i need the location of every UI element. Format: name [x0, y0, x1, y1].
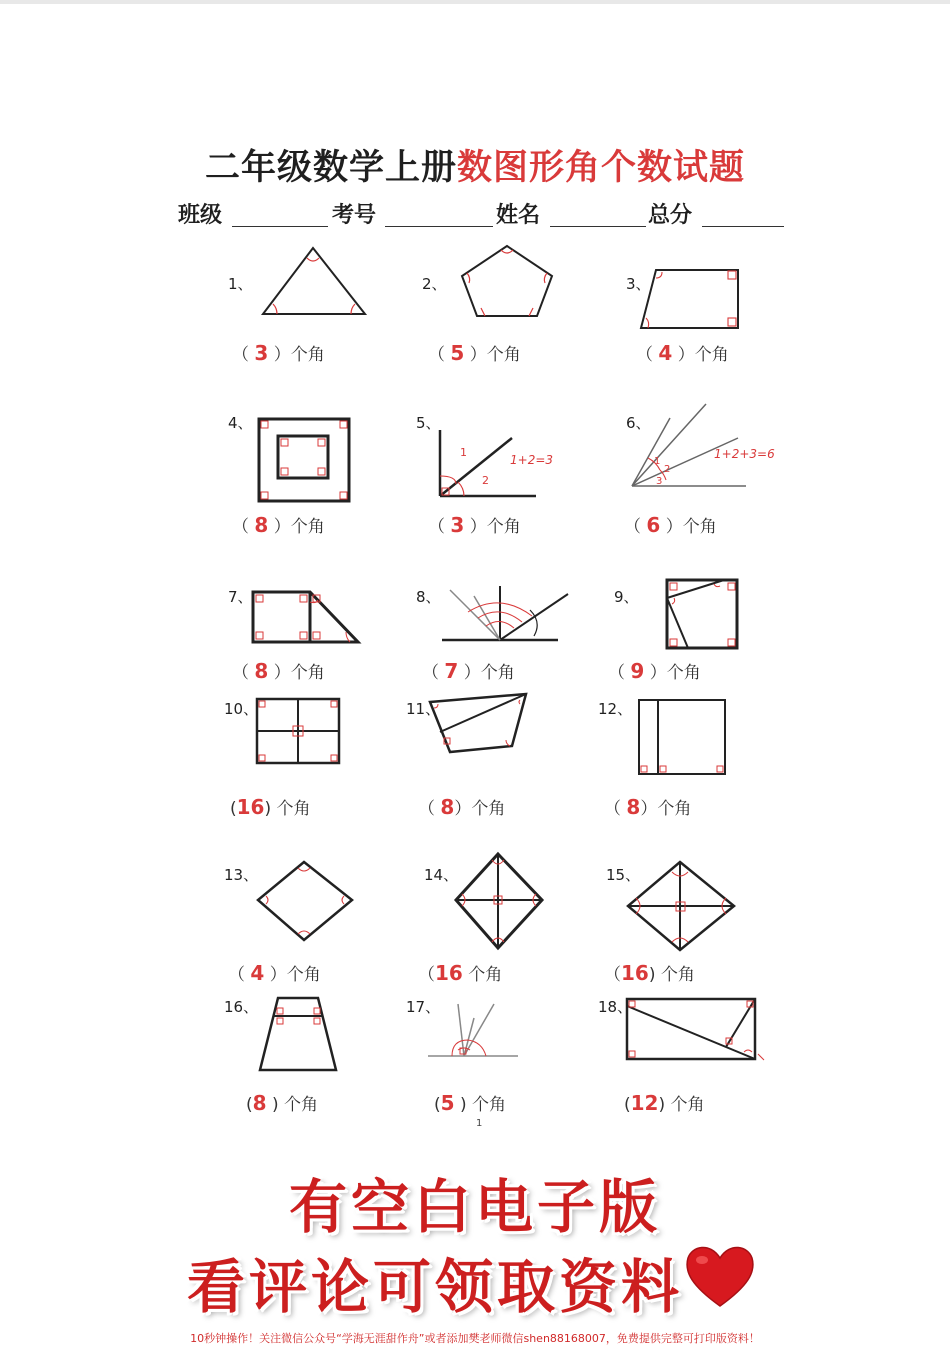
class-label: 班级 — [178, 203, 223, 228]
svg-text:1: 1 — [460, 446, 467, 459]
answer-4: （ 8 ）个角 — [232, 513, 325, 537]
item-number: 6、 — [626, 414, 651, 432]
angle-rays-figure — [434, 428, 584, 504]
title-black: 二年级数学上册 — [204, 148, 457, 188]
item-number: 12、 — [598, 700, 633, 718]
answer-1: （ 3 ）个角 — [232, 341, 325, 365]
answer-14: （16 个角 — [418, 961, 503, 985]
score-blank[interactable] — [702, 226, 784, 227]
intersecting-rays-figure — [438, 582, 578, 646]
item-number: 17、 — [406, 998, 441, 1016]
pentagon-figure — [455, 240, 560, 322]
item-number: 14、 — [424, 866, 459, 884]
answer-2: （ 5 ）个角 — [428, 341, 521, 365]
rectangle-triangle-figure — [248, 586, 366, 648]
item-number: 16、 — [224, 998, 259, 1016]
item-number: 15、 — [606, 866, 641, 884]
name-blank[interactable] — [550, 226, 646, 227]
answer-5: （ 3 ）个角 — [428, 513, 521, 537]
page-title — [0, 140, 950, 190]
answer-12: （ 8）个角 — [604, 795, 692, 819]
quadrilateral-diagonal-figure — [426, 688, 536, 758]
answer-8: （ 7 ）个角 — [422, 659, 515, 683]
item-number: 11、 — [406, 700, 441, 718]
item-number: 7、 — [228, 588, 253, 606]
kite-diagonals-figure — [452, 850, 546, 952]
class-blank[interactable] — [232, 226, 328, 227]
answer-18: (12) 个角 — [624, 1091, 705, 1115]
rhombus-figure — [254, 856, 358, 946]
diamond-diagonals-figure — [624, 858, 738, 954]
multi-ray-angle-figure — [424, 1000, 524, 1062]
triangle-figure — [255, 242, 375, 322]
score-label: 总分 — [648, 203, 693, 228]
item-number: 3、 — [626, 275, 651, 293]
item-number: 18、 — [598, 998, 633, 1016]
exam-number-blank[interactable] — [385, 226, 493, 227]
fan-rays-figure — [626, 398, 776, 494]
footer-notice: 10秒钟操作！关注微信公众号“学海无涯甜作舟”或者添加樊老师微信shen88168007，免费提供完整可打印版资料！ — [190, 1332, 760, 1345]
svg-text:1: 1 — [654, 456, 661, 467]
answer-6: （ 6 ）个角 — [624, 513, 717, 537]
item-number: 8、 — [416, 588, 441, 606]
note-5: 1+2=3 — [510, 453, 554, 467]
item-number: 4、 — [228, 414, 253, 432]
answer-3: （ 4 ）个角 — [636, 341, 729, 365]
rectangle-diagonal-figure — [622, 994, 768, 1066]
promo-line-1: 有空白电子版 — [288, 1173, 661, 1241]
title-red: 数图形角个数试题 — [457, 148, 746, 188]
answer-13: （ 4 ）个角 — [228, 961, 321, 985]
promo-line-2: 看评论可领取资料 — [186, 1253, 683, 1321]
heart-icon — [682, 1242, 758, 1310]
svg-text:2: 2 — [482, 474, 489, 487]
item-number: 2、 — [422, 275, 447, 293]
answer-9: （ 9 ）个角 — [608, 659, 701, 683]
grid-square-figure — [252, 694, 344, 768]
item-number: 5、 — [416, 414, 441, 432]
item-number: 9、 — [614, 588, 639, 606]
answer-17: (5 ) 个角 — [434, 1091, 507, 1115]
answer-10: (16) 个角 — [230, 795, 311, 819]
trapezoid-figure — [636, 262, 746, 336]
name-label: 姓名 — [496, 203, 541, 228]
answer-11: （ 8）个角 — [418, 795, 506, 819]
svg-text:2: 2 — [664, 464, 671, 475]
rectangle-strip-figure — [634, 696, 732, 778]
trapezoid-split-figure — [254, 992, 344, 1076]
item-number: 13、 — [224, 866, 259, 884]
item-number: 10、 — [224, 700, 259, 718]
answer-7: （ 8 ）个角 — [232, 659, 325, 683]
top-border — [0, 0, 950, 4]
nested-squares-figure — [254, 414, 354, 504]
student-info-line — [178, 198, 788, 232]
exam-number-label: 考号 — [332, 203, 377, 228]
answer-16: (8 ) 个角 — [246, 1091, 319, 1115]
answer-15: （16) 个角 — [604, 961, 695, 985]
svg-text:3: 3 — [656, 476, 663, 487]
item-number: 1、 — [228, 275, 253, 293]
page-number: 1 — [476, 1118, 483, 1129]
note-6: 1+2+3=6 — [714, 447, 775, 461]
square-inner-triangle-figure — [662, 576, 742, 652]
